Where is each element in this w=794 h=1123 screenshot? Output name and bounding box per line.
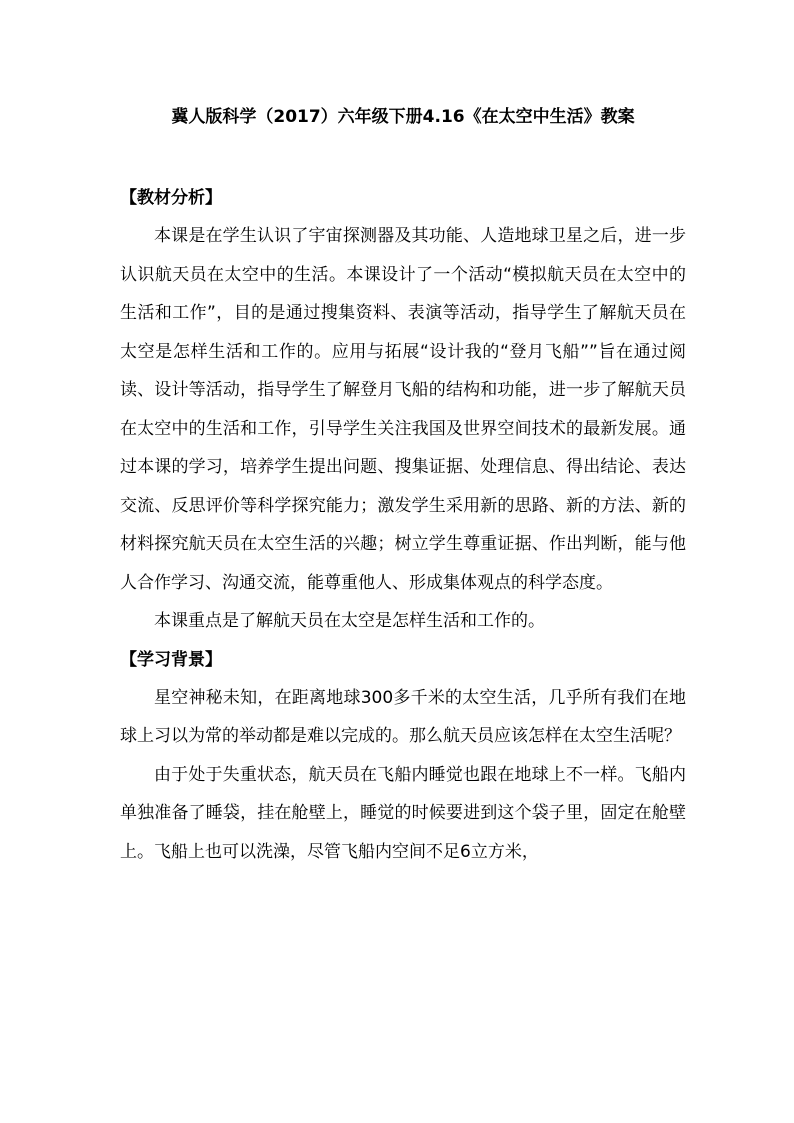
paragraph: 由于处于失重状态，航天员在飞船内睡觉也跟在地球上不一样。飞船内单独准备了睡袋，挂在舱壁上，睡觉的时候要进到这个袋子里，固定在舱壁上。飞船上也可以洗澡，尽管飞船内空间不足6立方米， [120,764,686,862]
section-heading: 【教材分析】 [120,188,222,208]
section-textbook-analysis [120,179,686,641]
section-learning-background [120,641,686,872]
paragraph: 星空神秘未知，在距离地球300多千米的太空生活，几乎所有我们在地球上习以为常的举动都是难以完成的。那么航天员应该怎样在太空生活呢？ [120,687,686,746]
paragraph: 本课是在学生认识了宇宙探测器及其功能、人造地球卫星之后，进一步认识航天员在太空中的生活。本课设计了一个活动“模拟航天员在太空中的生活和工作”，目的是通过搜集资料、表演等活动，指导学生了解航天员在太空是怎样生活和工作的。应用与拓展“设计我的“登月飞船””旨在通过阅读、设计等活动，指导学生了解登月飞船的结构和功能，进一步了解航天员在太空中的生活和工作，引导学生关注我国及世界空间技术的最新发展。通过本课的学习，培养学生提出问题、搜集证据、处理信息、得出结论、表达交流、反思评价等科学探究能力；激发学生采用新的思路、新的方法、新的材料探究航天员在太空生活的兴趣；树立学生尊重证据、作出判断，能与他人合作学习、沟通交流，能尊重他人、形成集体观点的科学态度。 [120,226,686,593]
section-heading: 【学习背景】 [120,649,222,670]
document-title: 冀人版科学（2017）六年级下册4.16《在太空中生活》教案 [171,107,635,127]
paragraph: 本课重点是了解航天员在太空是怎样生活和工作的。 [154,611,545,631]
document-page [120,100,686,871]
